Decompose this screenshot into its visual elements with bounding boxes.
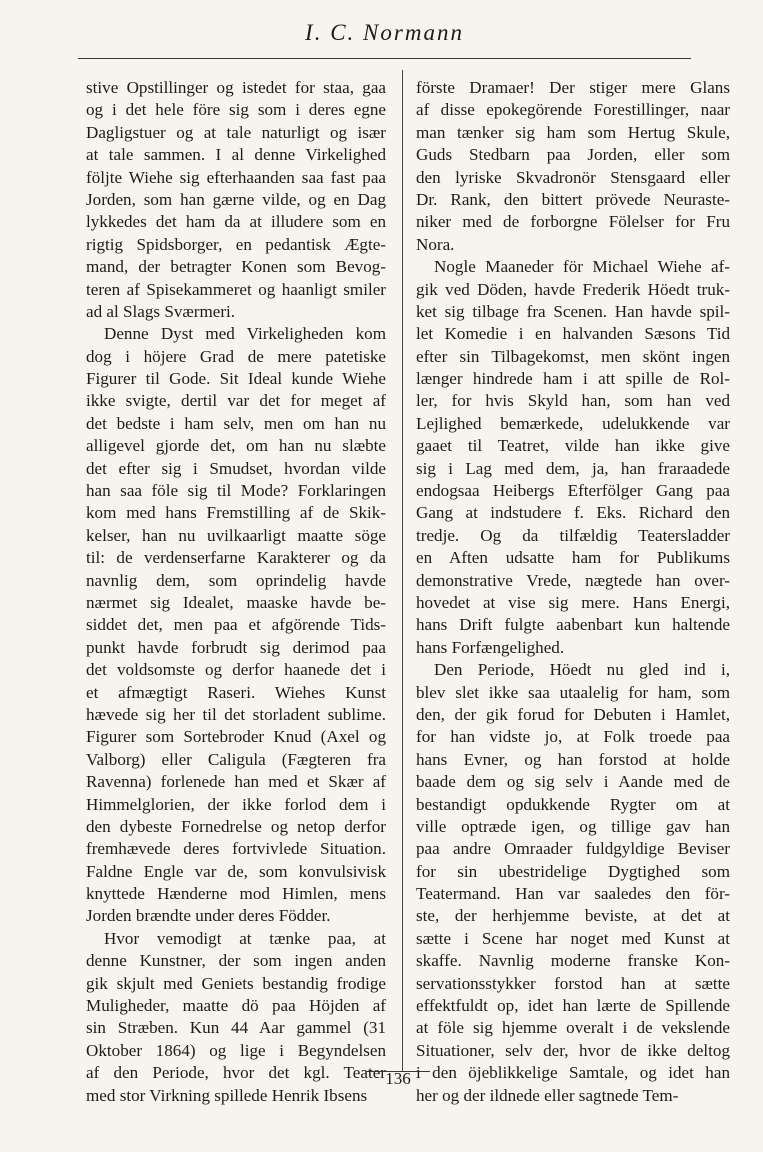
text-line: rigtig Spidsborger, en pedantisk Ægte- xyxy=(86,234,386,254)
text-line: et afmægtigt Raseri. Wiehes Kunst xyxy=(86,682,386,702)
text-line: kom med hans Fremstilling af de Skik- xyxy=(86,503,386,523)
text-line: nærmet sig Idealet, maaske havde be- xyxy=(86,592,386,612)
text-line: hans Drift fulgte aabenbart kun haltende xyxy=(416,615,730,635)
text-line: skaffe. Navnlig moderne franske Kon- xyxy=(416,951,730,971)
text-line: ikke svigte, dertil var det for meget af xyxy=(86,391,386,411)
left-column xyxy=(86,77,386,1107)
text-line: siddet det, men paa et afgörende Tids- xyxy=(86,615,386,635)
text-line: af disse epokegörende Forestillinger, naar xyxy=(416,100,730,120)
text-line: ket sig tilbage fra Scenen. Han havde spil- xyxy=(416,301,730,321)
text-line: at tale sammen. I al denne Virkelighed xyxy=(86,145,386,165)
text-line: efter sin Tilbagekomst, men skönt ingen xyxy=(416,346,730,366)
text-line: Dagligstuer og at tale naturligt og især xyxy=(86,122,386,142)
text-line: Ravenna) forlenede han med et Skær af xyxy=(86,772,386,792)
text-line: effektfuldt op, idet han lærte de Spillende xyxy=(416,996,730,1016)
text-line: endogsaa Heibergs Efterfölger Gang paa xyxy=(416,481,730,501)
text-line: Faldne Engle var de, som konvulsivisk xyxy=(86,861,386,881)
text-line: for han vidste jo, at Folk troede paa xyxy=(416,727,730,747)
text-line: for sin ubestridelige Dygtighed som xyxy=(416,861,730,881)
text-line: fremhævede deres fortvivlede Situation. xyxy=(86,839,386,859)
text-line: hævede sig her til det storladent sublime. xyxy=(86,704,386,724)
text-line: den lyriske Skvadronör Stensgaard eller xyxy=(416,167,730,187)
text-line: til: de verdenserfarne Karakterer og da xyxy=(86,548,386,568)
text-line: at föle sig hjemme overalt i de vekslende xyxy=(416,1018,730,1038)
text-line: en Aften udsatte ham for Publikums xyxy=(416,548,730,568)
text-line: dog i höjere Grad de mere patetiske xyxy=(86,346,386,366)
text-line: navnlig dem, som oprindelig havde xyxy=(86,570,386,590)
text-line: det voldsomste og derfor haanede det i xyxy=(86,660,386,680)
text-line: af den Periode, hvor det kgl. Teater xyxy=(86,1063,386,1083)
text-line: hans Forfængelighed. xyxy=(416,637,565,657)
text-line: Jorden brændte under deres Födder. xyxy=(86,906,331,926)
text-line: Nogle Maaneder för Michael Wiehe af- xyxy=(434,257,730,277)
text-line: Denne Dyst med Virkeligheden kom xyxy=(104,324,386,344)
text-line: stive Opstillinger og istedet for staa, gaa xyxy=(86,78,386,97)
text-line: Teatermand. Han var saaledes den för- xyxy=(416,884,730,904)
text-line: længer hindrede ham i att spille de Rol- xyxy=(416,369,730,389)
text-line: alligevel gjorde det, om han nu slæbte xyxy=(86,436,386,456)
text-line: man tænker sig ham som Hertug Skule, xyxy=(416,122,730,142)
text-line: Valborg) eller Caligula (Fægteren fra xyxy=(86,749,386,769)
text-line: Lejlighed bemærkede, udelukkende var xyxy=(416,413,730,433)
text-line: denne Kunstner, der som ingen anden xyxy=(86,951,386,971)
text-line: den dybeste Fornedrelse og netop derfor xyxy=(86,816,386,836)
text-line: hovedet at vise sig mere. Hans Energi, xyxy=(416,592,730,612)
text-line: Hvor vemodigt at tænke paa, at xyxy=(104,928,386,948)
text-line: Nora. xyxy=(416,234,455,254)
text-line: mand, der betragter Konen som Bevog- xyxy=(86,257,386,277)
text-line: ad al Slags Sværmeri. xyxy=(86,301,236,321)
text-line: han saa föle sig til Mode? Forklaringen xyxy=(86,481,386,501)
text-line: ste, der herhjemme beviste, at det at xyxy=(416,906,730,926)
right-column xyxy=(416,77,730,1107)
text-line: knyttede Hænderne mod Himlen, mens xyxy=(86,884,386,904)
text-line: Figurer til Gode. Sit Ideal kunde Wiehe xyxy=(86,369,386,389)
text-line: Dr. Rank, den bittert prövede Neuraste- xyxy=(416,189,730,209)
text-line: ler, for hvis Skyld han, som han ved xyxy=(416,391,730,411)
text-line: let Komedie i en halvanden Sæsons Tid xyxy=(416,324,730,344)
text-line: gik ved Döden, havde Frederik Höedt truk- xyxy=(416,279,730,299)
text-line: niker med de forborgne Fölelser for Fru xyxy=(416,212,730,232)
running-header: I. C. Normann xyxy=(305,20,464,45)
text-line: Guds Stedbarn paa Jorden, eller som xyxy=(416,145,730,165)
text-line: ville optræde igen, og tillige gav han xyxy=(416,816,730,836)
text-line: det efter sig i Smudset, hvordan vilde xyxy=(86,458,386,478)
text-line: Figurer som Sortebroder Knud (Axel og xyxy=(86,727,386,747)
text-line: i den öjeblikkelige Samtale, og idet han xyxy=(416,1063,730,1083)
text-line: kelser, han nu uvilkaarligt maatte söge xyxy=(86,525,386,545)
text-line: förste Dramaer! Der stiger mere Glans xyxy=(416,78,730,97)
text-line: blev slet ikke saa utaalelig for ham, som xyxy=(416,682,730,702)
text-line: og i det hele före sig som i deres egne xyxy=(86,100,386,120)
text-line: den, der gik forud for Debuten i Hamlet, xyxy=(416,704,730,724)
text-line: baade dem og sig selv i Aande med de xyxy=(416,772,730,792)
text-line: Muligheder, maatte dö paa Höjden af xyxy=(86,996,386,1016)
text-line: paa andre Omraader fuldgyldige Beviser xyxy=(416,839,730,859)
text-line: lykkedes det ham da at illudere som en xyxy=(86,212,386,232)
text-line: Oktober 1864) og lige i Begyndelsen xyxy=(86,1040,386,1060)
header-rule xyxy=(78,58,691,59)
text-line: punkt havde forbrudt sig derimod paa xyxy=(86,637,386,657)
text-line: servationsstykker forstod han at sætte xyxy=(416,973,730,993)
column-divider xyxy=(402,70,403,1072)
text-line: hans Evner, og han forstod at holde xyxy=(416,749,730,769)
text-line: sig i Lag med dem, ja, han fraraadede xyxy=(416,458,730,478)
text-line: demonstrative Vrede, nægtede han over- xyxy=(416,570,730,590)
text-line: teren af Spisekammeret og haanligt smiler xyxy=(86,279,386,299)
text-line: Den Periode, Höedt nu gled ind i, xyxy=(434,660,730,680)
text-line: sin Stræben. Kun 44 Aar gammel (31 xyxy=(86,1018,386,1038)
text-line: tredje. Og da tilfældig Teatersladder xyxy=(416,525,730,545)
text-line: med stor Virkning spillede Henrik Ibsens xyxy=(86,1085,368,1105)
text-line: sætte i Scene har noget med Kunst at xyxy=(416,928,730,948)
text-line: gaaet til Teatret, vilde han ikke give xyxy=(416,436,730,456)
text-line: Himmelglorien, der ikke forlod dem i xyxy=(86,794,386,814)
text-line: följte Wiehe sig efterhaanden saa fast paa xyxy=(86,167,386,187)
text-line: gik skjult med Geniets bestandig frodige xyxy=(86,973,386,993)
text-line: her og der ildnede eller sagtnede Tem- xyxy=(416,1085,679,1105)
text-line: Gang at indstudere f. Eks. Richard den xyxy=(416,503,730,523)
page-number: 136 xyxy=(385,1069,411,1088)
text-line: bestandigt opdukkende Rygter om at xyxy=(416,794,730,814)
text-line: Situationer, selv der, hvor de ikke deltog xyxy=(416,1040,730,1060)
text-line: det bedste i ham selv, men om han nu xyxy=(86,413,386,433)
text-line: Jorden, som han gærne vilde, og en Dag xyxy=(86,189,386,209)
